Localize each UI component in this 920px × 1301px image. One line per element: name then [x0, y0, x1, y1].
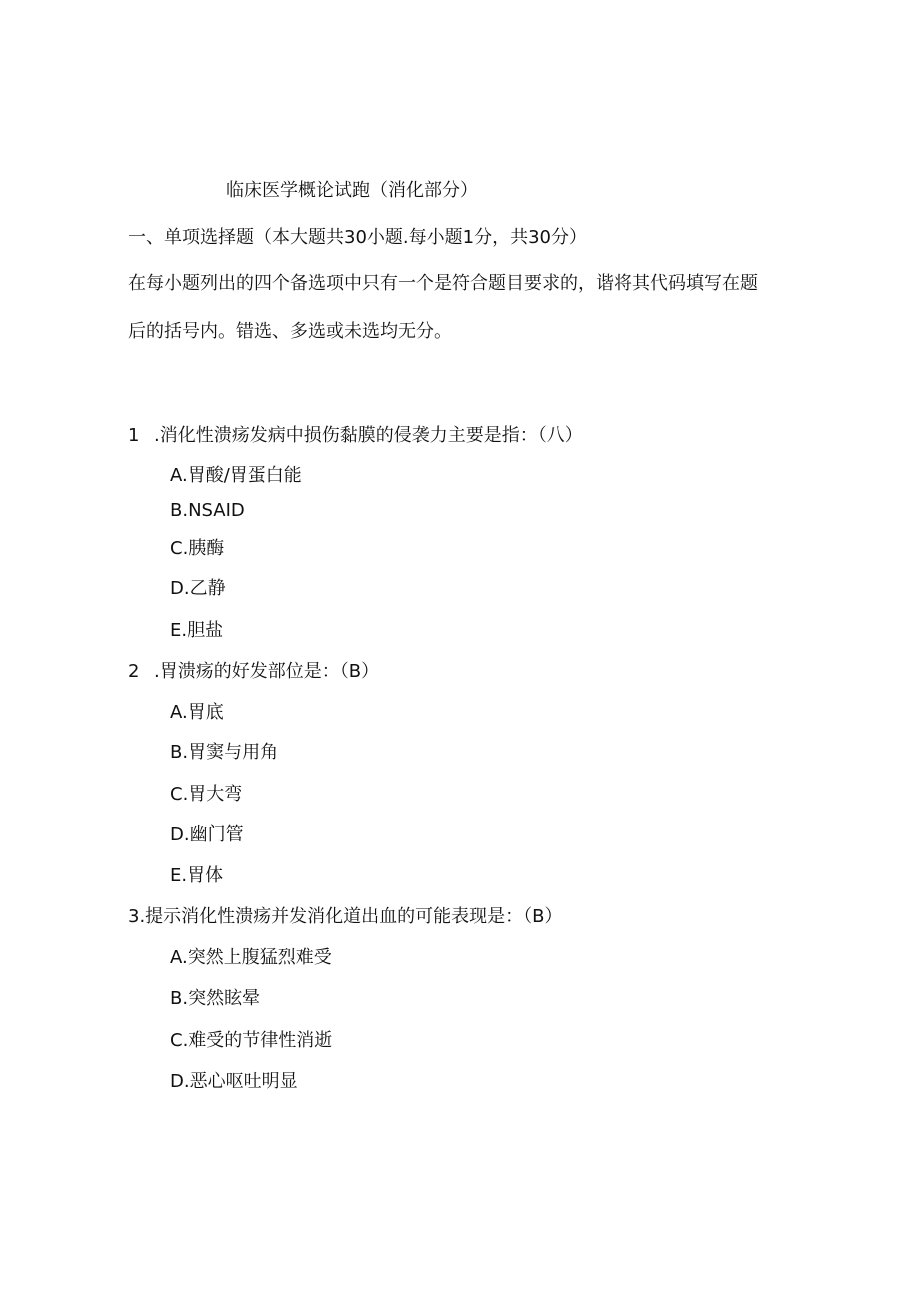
section-heading: 一、单项选择题（本大题共30小题.每小题1分，共30分）	[128, 227, 587, 248]
instructions-line-1: 在每小题列出的四个备选项中只有一个是符合题目要求的，谐将其代码填写在题	[128, 273, 758, 294]
question-text: 3.提示消化性溃疡并发消化道出血的可能表现是：（B）	[128, 906, 563, 927]
question-3-option-d: D.恶心呕吐明显	[170, 1071, 298, 1092]
question-text: .胃溃疡的好发部位是：（B）	[154, 661, 380, 682]
question-2-option-d: D.幽门管	[170, 824, 244, 845]
question-1-option-b: B.NSAID	[170, 500, 245, 521]
question-3	[128, 905, 563, 929]
question-1-option-e: E.胆盐	[170, 620, 224, 641]
question-2-option-a: A.胃底	[170, 702, 224, 723]
question-3-option-c: C.难受的节律性消逝	[170, 1030, 333, 1051]
question-2-option-c: C.胃大弯	[170, 784, 243, 805]
question-text: .消化性溃疡发病中损伤黏膜的侵袭力主要是指：（八）	[154, 425, 583, 446]
question-1	[128, 424, 583, 448]
question-number: 1	[128, 425, 140, 446]
question-2-option-e: E.胃体	[170, 865, 224, 886]
question-number: 2	[128, 661, 140, 682]
question-1-option-a: A.胃酸/胃蛋白能	[170, 465, 302, 486]
question-1-option-c: C.胰酶	[170, 538, 225, 559]
question-1-option-d: D.乙静	[170, 578, 226, 599]
question-3-option-a: A.突然上腹猛烈难受	[170, 947, 332, 968]
question-2	[128, 660, 379, 684]
instructions-line-2: 后的括号内。错选、多选或未选均无分。	[128, 321, 452, 342]
question-3-option-b: B.突然眩晕	[170, 988, 261, 1009]
question-2-option-b: B.胃窦与用角	[170, 742, 279, 763]
document-title: 临床医学概论试跑（消化部分）	[226, 180, 478, 201]
